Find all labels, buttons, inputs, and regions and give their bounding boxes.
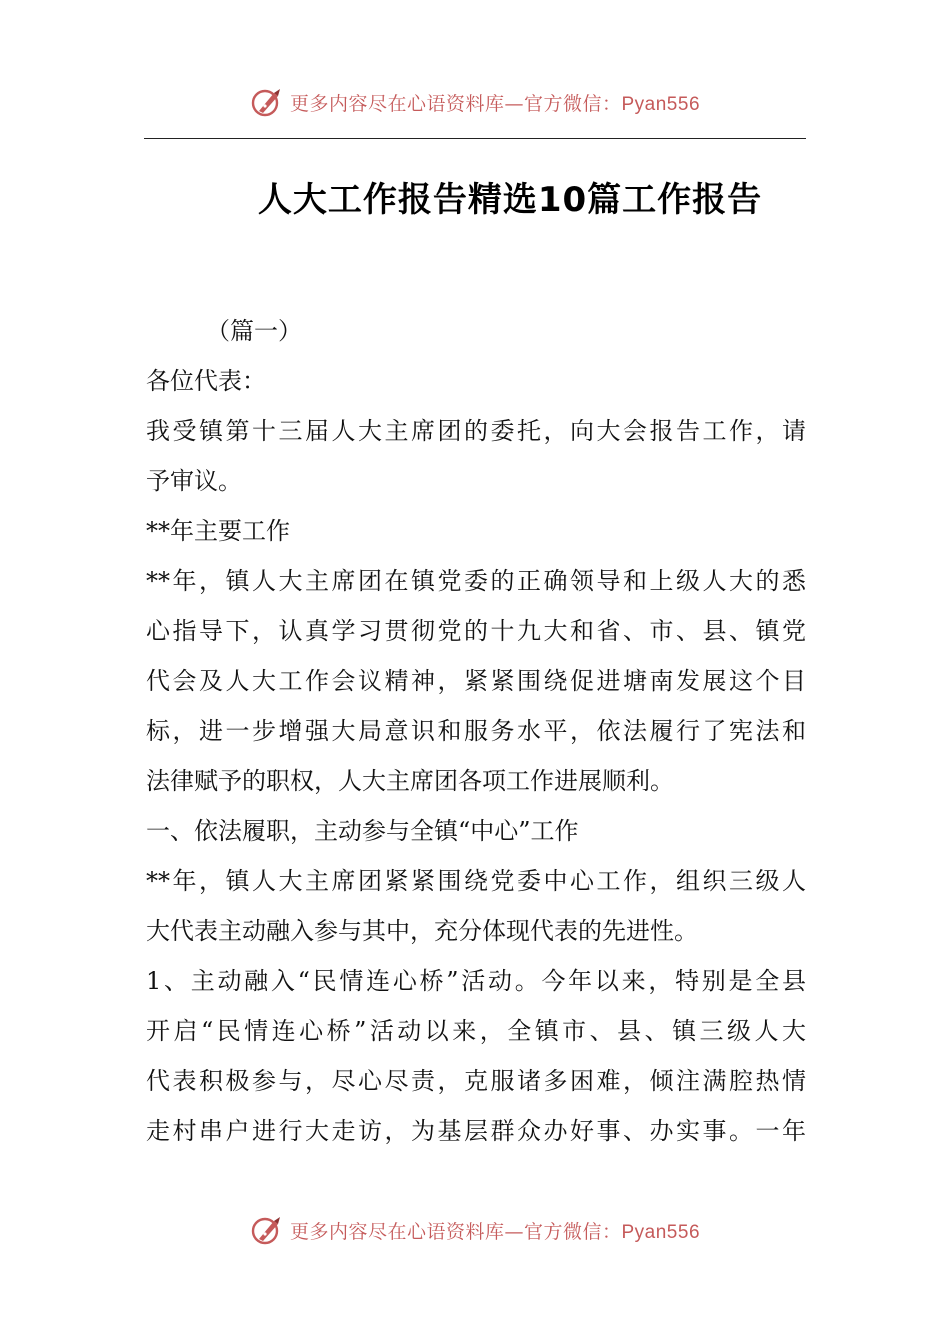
document-body bbox=[146, 306, 806, 1156]
header-divider bbox=[144, 138, 806, 139]
body-line: 1、主动融入“民情连心桥”活动。今年以来，特别是全县 bbox=[146, 967, 806, 995]
body-line: 标，进一步增强大局意识和服务水平，依法履行了宪法和 bbox=[146, 717, 806, 745]
wechat-id: Pyan556 bbox=[621, 93, 701, 115]
body-line: 法律赋予的职权，人大主席团各项工作进展顺利。 bbox=[146, 767, 674, 795]
banner-text: 更多内容尽在心语资料库—官方微信：Pyan556 bbox=[289, 92, 701, 115]
wechat-id: Pyan556 bbox=[621, 1221, 701, 1243]
body-line: **年，镇人大主席团在镇党委的正确领导和上级人大的悉 bbox=[146, 567, 806, 595]
header-banner bbox=[0, 82, 950, 122]
body-line: 代表积极参与，尽心尽责，克服诸多困难，倾注满腔热情 bbox=[146, 1067, 806, 1095]
pen-nib-circle-icon bbox=[250, 85, 284, 119]
footer-banner bbox=[0, 1210, 950, 1250]
body-line: 走村串户进行大走访，为基层群众办好事、办实事。一年 bbox=[146, 1117, 806, 1145]
pen-nib-circle-icon bbox=[250, 1213, 284, 1247]
banner-text: 更多内容尽在心语资料库—官方微信：Pyan556 bbox=[289, 1220, 701, 1243]
body-line: **年主要工作 bbox=[146, 517, 290, 545]
body-line: **年，镇人大主席团紧紧围绕党委中心工作，组织三级人 bbox=[146, 867, 806, 895]
body-line: （篇一） bbox=[206, 317, 302, 345]
body-line: 开启“民情连心桥”活动以来，全镇市、县、镇三级人大 bbox=[146, 1017, 806, 1045]
body-line: 大代表主动融入参与其中，充分体现代表的先进性。 bbox=[146, 917, 698, 945]
document-title: 人大工作报告精选10篇工作报告 bbox=[257, 180, 763, 220]
body-line: 代会及人大工作会议精神，紧紧围绕促进塘南发展这个目 bbox=[146, 667, 806, 695]
body-line: 一、依法履职，主动参与全镇“中心”工作 bbox=[146, 817, 579, 845]
body-line: 予审议。 bbox=[146, 467, 242, 495]
body-line: 心指导下，认真学习贯彻党的十九大和省、市、县、镇党 bbox=[146, 617, 806, 645]
body-line: 各位代表： bbox=[146, 367, 266, 395]
body-line: 我受镇第十三届人大主席团的委托，向大会报告工作，请 bbox=[146, 417, 806, 445]
